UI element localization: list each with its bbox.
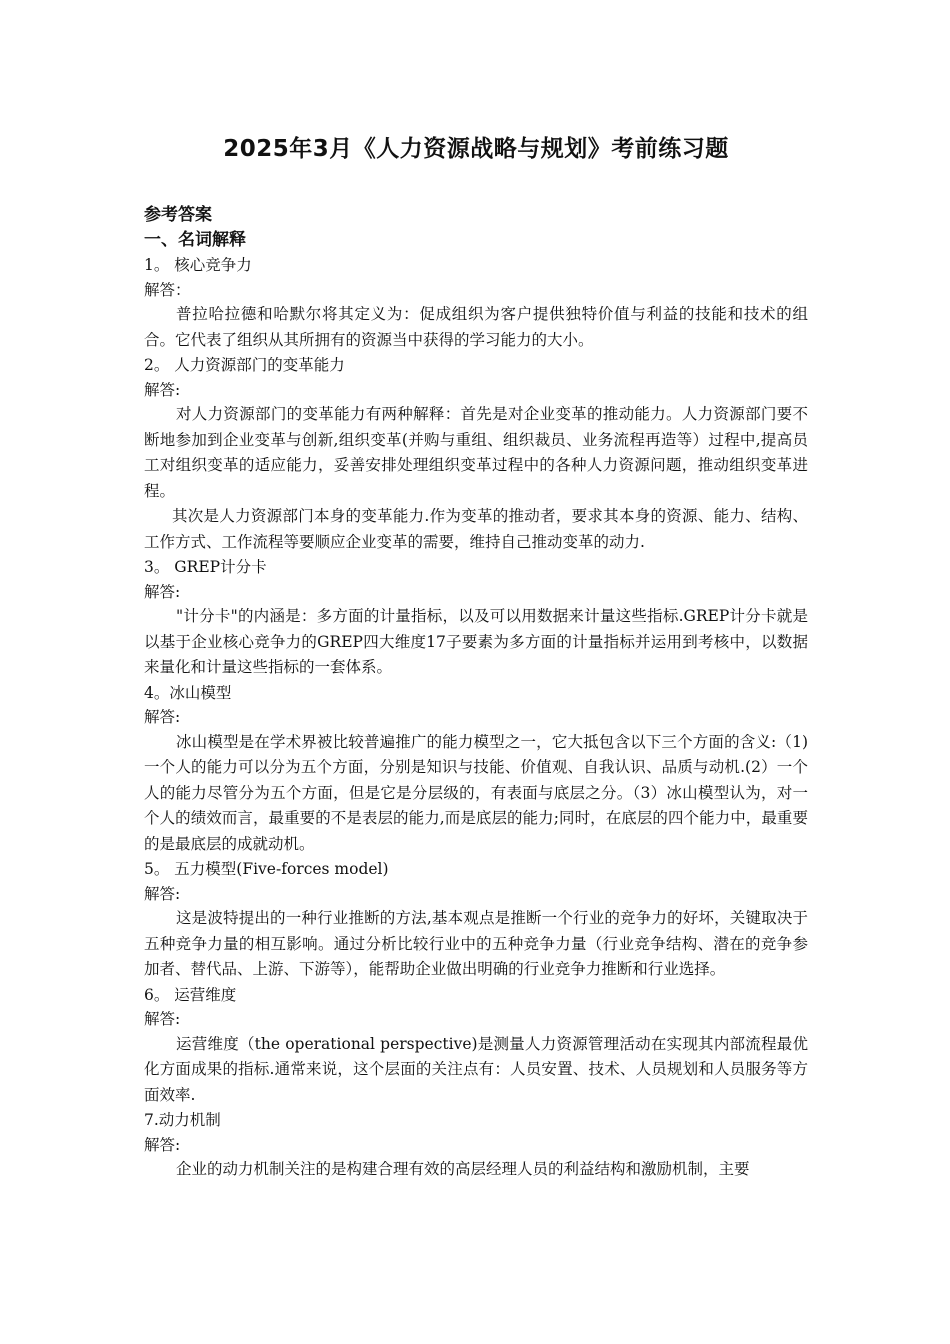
document-body xyxy=(144,203,808,1183)
answer-label: 解答: xyxy=(144,708,181,726)
item-heading: 1。 核心竞争力 xyxy=(144,256,252,274)
section-heading-terms: 一、名词解释 xyxy=(144,230,246,250)
item-heading: 3。 GREP计分卡 xyxy=(144,558,267,576)
answer-paragraph: 这是波特提出的一种行业推断的方法,基本观点是推断一个行业的竞争力的好坏，关键取决于五种竞争力量的相互影响。通过分析比较行业中的五种竞争力量（行业竞争结构、潜在的竞争参加者、替代品、上游、下游等），能帮助企业做出明确的行业竞争力推断和行业选择。 xyxy=(144,909,808,978)
answer-label: 解答: xyxy=(144,582,181,601)
answer-paragraph: 普拉哈拉德和哈默尔将其定义为：促成组织为客户提供独特价值与利益的技能和技术的组合。它代表了组织从其所拥有的资源当中获得的学习能力的大小。 xyxy=(144,305,808,349)
item-heading: 5。 五力模型(Five-forces model) xyxy=(144,860,389,878)
answer-label: 解答: xyxy=(144,380,181,399)
answer-paragraph: 冰山模型是在学术界被比较普遍推广的能力模型之一，它大抵包含以下三个方面的含义:（1)一个人的能力可以分为五个方面，分别是知识与技能、价值观、自我认识、品质与动机.(2）一个人的能力尽管分为五个方面，但是它是分层级的，有表面与底层之分。（3）冰山模型认为，对一个人的绩效而言，最重要的不是表层的能力,而是底层的能力;同时，在底层的四个能力中，最重要的是最底层的成就动机。 xyxy=(144,732,808,853)
answer-paragraph: "计分卡"的内涵是：多方面的计量指标，以及可以用数据来计量这些指标.GREP计分卡就是以基于企业核心竞争力的GREP四大维度17子要素为多方面的计量指标并运用到考核中，以数据来量化和计量这些指标的一套体系。 xyxy=(144,607,808,676)
answer-paragraph: 运营维度（the operational perspective)是测量人力资源管理活动在实现其内部流程最优化方面成果的指标.通常来说，这个层面的关注点有：人员安置、技术、人员规划和人员服务等方面效率. xyxy=(144,1034,808,1104)
answer-label: 解答: xyxy=(144,884,181,903)
item-heading: 7.动力机制 xyxy=(144,1111,221,1129)
section-heading-answers: 参考答案 xyxy=(144,205,212,225)
answer-label: 解答: xyxy=(144,1010,181,1028)
item-heading: 2。 人力资源部门的变革能力 xyxy=(144,356,345,374)
answer-paragraph: 企业的动力机制关注的是构建合理有效的高层经理人员的利益结构和激励机制，主要 xyxy=(176,1160,750,1178)
answer-label: 解答： xyxy=(144,280,191,299)
document-title: 2025年3月《人力资源战略与规划》考前练习题 xyxy=(223,136,729,162)
answer-paragraph: 其次是人力资源部门本身的变革能力.作为变革的推动者，要求其本身的资源、能力、结构、工作方式、工作流程等要顺应企业变革的需要，维持自己推动变革的动力. xyxy=(144,507,808,551)
answer-paragraph: 对人力资源部门的变革能力有两种解释：首先是对企业变革的推动能力。人力资源部门要不断地参加到企业变革与创新,组织变革(并购与重组、组织裁员、业务流程再造等）过程中,提高员工对组织变革的适应能力，妥善安排处理组织变革过程中的各种人力资源问题，推动组织变革进程。 xyxy=(144,405,808,500)
item-heading: 4。冰山模型 xyxy=(144,683,232,702)
answer-label: 解答: xyxy=(144,1135,181,1154)
item-heading: 6。 运营维度 xyxy=(144,985,237,1004)
